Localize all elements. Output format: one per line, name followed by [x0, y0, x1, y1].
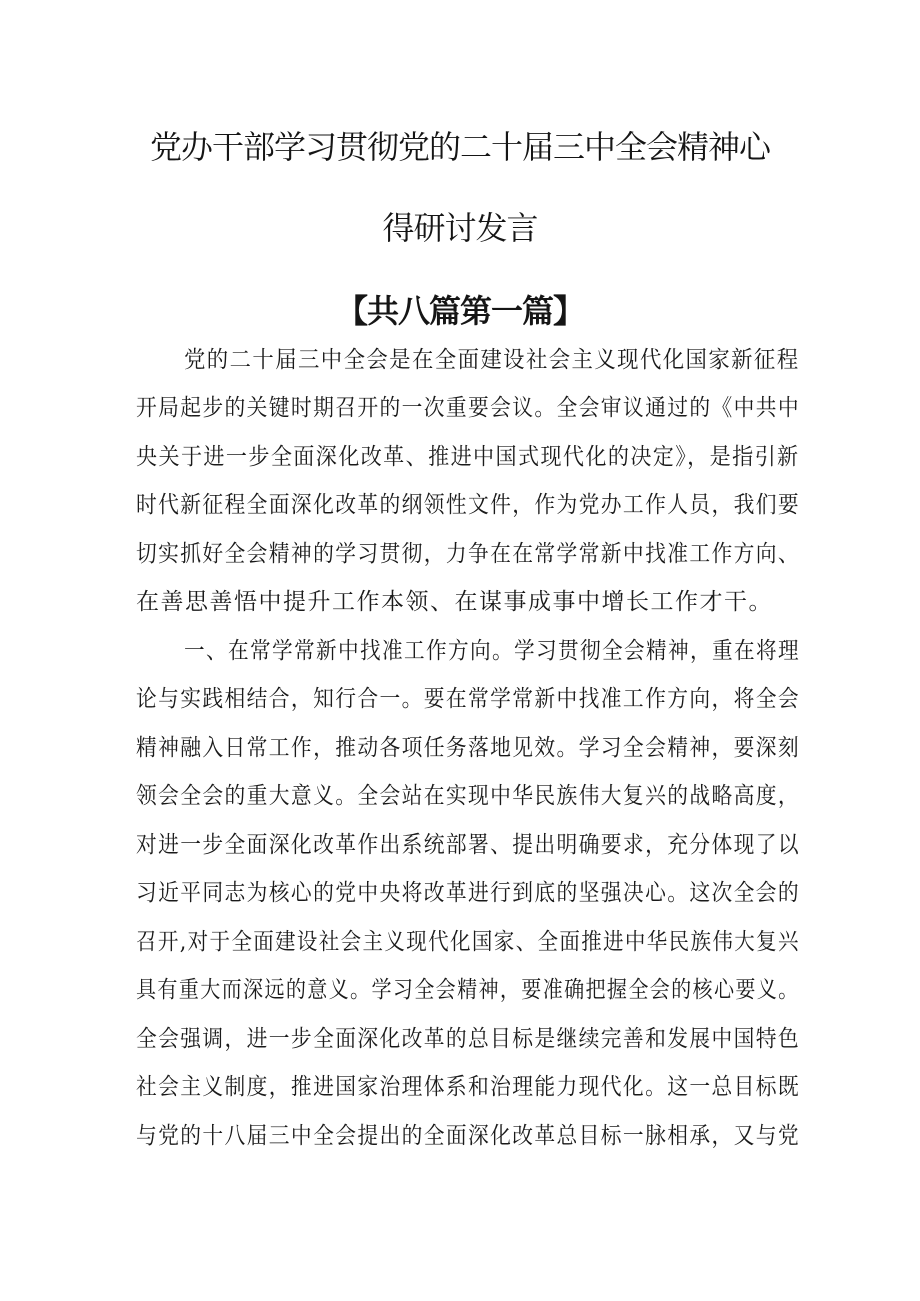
paragraph-2-line-2: 论与实践相结合，知行合一。要在常学常新中找准工作方向，将全会: [136, 686, 800, 712]
paragraph-1-line-5: 切实抓好全会精神的学习贯彻，力争在在常学常新中找准工作方向、: [136, 541, 800, 567]
paragraph-1-line-1: 党的二十届三中全会是在全面建设社会主义现代化国家新征程: [184, 347, 800, 373]
document-title-line-2: 得研讨发言: [382, 209, 538, 247]
paragraph-2-line-5: 对进一步全面深化改革作出系统部署、提出明确要求，充分体现了以: [136, 832, 800, 858]
paragraph-2-line-8: 具有重大而深远的意义。学习全会精神，要准确把握全会的核心要义。: [136, 977, 800, 1003]
paragraph-2-line-1: 一、在常学常新中找准工作方向。学习贯彻全会精神，重在将理: [184, 638, 801, 664]
paragraph-2-line-3: 精神融入日常工作，推动各项任务落地见效。学习全会精神，要深刻: [136, 735, 800, 761]
paragraph-1-line-2: 开局起步的关键时期召开的一次重要会议。全会审议通过的《中共中: [136, 395, 800, 421]
paragraph-1-line-3: 央关于进一步全面深化改革、推进中国式现代化的决定》，是指引新: [136, 444, 800, 470]
paragraph-2-line-7: 召开,对于全面建设社会主义现代化国家、全面推进中华民族伟大复兴: [136, 929, 800, 955]
paragraph-2-line-6: 习近平同志为核心的党中央将改革进行到底的坚强决心。这次全会的: [136, 880, 800, 906]
paragraph-2-line-11: 与党的十八届三中全会提出的全面深化改革总目标一脉相承，又与党: [136, 1123, 800, 1149]
paragraph-2-line-9: 全会强调，进一步全面深化改革的总目标是继续完善和发展中国特色: [136, 1026, 800, 1052]
paragraph-2-line-4: 领会全会的重大意义。全会站在实现中华民族伟大复兴的战略高度，: [136, 783, 800, 809]
paragraph-1-line-4: 时代新征程全面深化改革的纲领性文件，作为党办工作人员，我们要: [136, 492, 800, 518]
document-title-line-1: 党办干部学习贯彻党的二十届三中全会精神心: [149, 128, 770, 166]
document-subtitle: 【共八篇第一篇】: [335, 292, 584, 330]
paragraph-2-line-10: 社会主义制度，推进国家治理体系和治理能力现代化。这一总目标既: [136, 1074, 800, 1100]
paragraph-1-line-6: 在善思善悟中提升工作本领、在谋事成事中增长工作才干。: [136, 589, 773, 615]
